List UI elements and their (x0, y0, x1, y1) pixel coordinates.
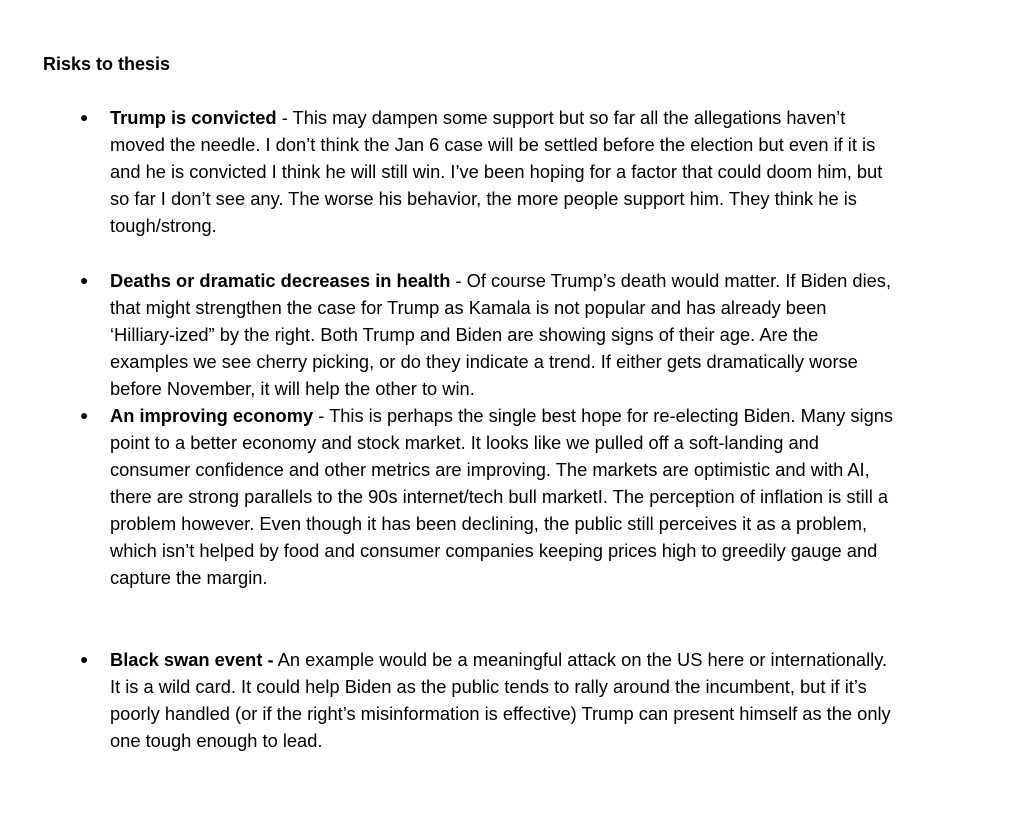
text-line: poorly handled (or if the right’s misinformation is effective) Trump can present himself as the only (110, 703, 891, 724)
list-item (80, 267, 1000, 402)
item-label: Trump is convicted (110, 107, 277, 128)
text-line (110, 267, 1000, 294)
text-line: there are strong parallels to the 90s internet/tech bull marketI. The perception of inflation is still a (110, 486, 889, 507)
item-text (110, 402, 1000, 591)
bullet-icon: ● (80, 651, 89, 667)
item-body: - Of course Trump’s death would matter. If Biden dies, (450, 270, 892, 291)
text-line: capture the margin. (110, 567, 268, 588)
text-line: It is a wild card. It could help Biden as the public tends to rally around the incumbent, but if it’s (110, 676, 867, 697)
bullet-icon: ● (80, 407, 89, 423)
item-label: Black swan event - (110, 649, 274, 670)
item-text (110, 104, 1000, 239)
item-text (110, 646, 1000, 754)
text-line (110, 646, 1000, 673)
text-line: and he is convicted I think he will still win. I’ve been hoping for a factor that could doom him, but (110, 161, 883, 182)
list-item (80, 402, 1000, 591)
list-item (80, 646, 1000, 754)
text-line: which isn’t helped by food and consumer companies keeping prices high to greedily gauge and (110, 540, 878, 561)
item-body: - This is perhaps the single best hope for re-electing Biden. Many signs (313, 405, 894, 426)
text-line: before November, it will help the other to win. (110, 378, 475, 399)
item-body: An example would be a meaningful attack on the US here or internationally. (273, 649, 888, 670)
bullet-icon: ● (80, 272, 89, 288)
text-line: ‘Hilliary-ized” by the right. Both Trump and Biden are showing signs of their age. Are the (110, 324, 819, 345)
text-line: that might strengthen the case for Trump as Kamala is not popular and has already been (110, 297, 827, 318)
bullet-icon: ● (80, 109, 89, 125)
item-label: An improving economy (110, 405, 314, 426)
text-line (110, 104, 1000, 131)
item-body: - This may dampen some support but so far all the allegations haven’t (276, 107, 846, 128)
item-label: Deaths or dramatic decreases in health (110, 270, 451, 291)
text-line: point to a better economy and stock market. It looks like we pulled off a soft-landing and (110, 432, 819, 453)
text-line: so far I don’t see any. The worse his behavior, the more people support him. They think he is (110, 188, 857, 209)
section-heading: Risks to thesis (43, 54, 171, 74)
text-line: consumer confidence and other metrics are improving. The markets are optimistic and with AI, (110, 459, 870, 480)
item-text (110, 267, 1000, 402)
list-item (80, 104, 1000, 239)
text-line: tough/strong. (110, 215, 217, 236)
text-line: examples we see cherry picking, or do they indicate a trend. If either gets dramatically worse (110, 351, 858, 372)
text-line: moved the needle. I don’t think the Jan 6 case will be settled before the election but even if it is (110, 134, 876, 155)
text-line (110, 402, 1000, 429)
text-line: one tough enough to lead. (110, 730, 323, 751)
text-line: problem however. Even though it has been declining, the public still perceives it as a problem, (110, 513, 868, 534)
